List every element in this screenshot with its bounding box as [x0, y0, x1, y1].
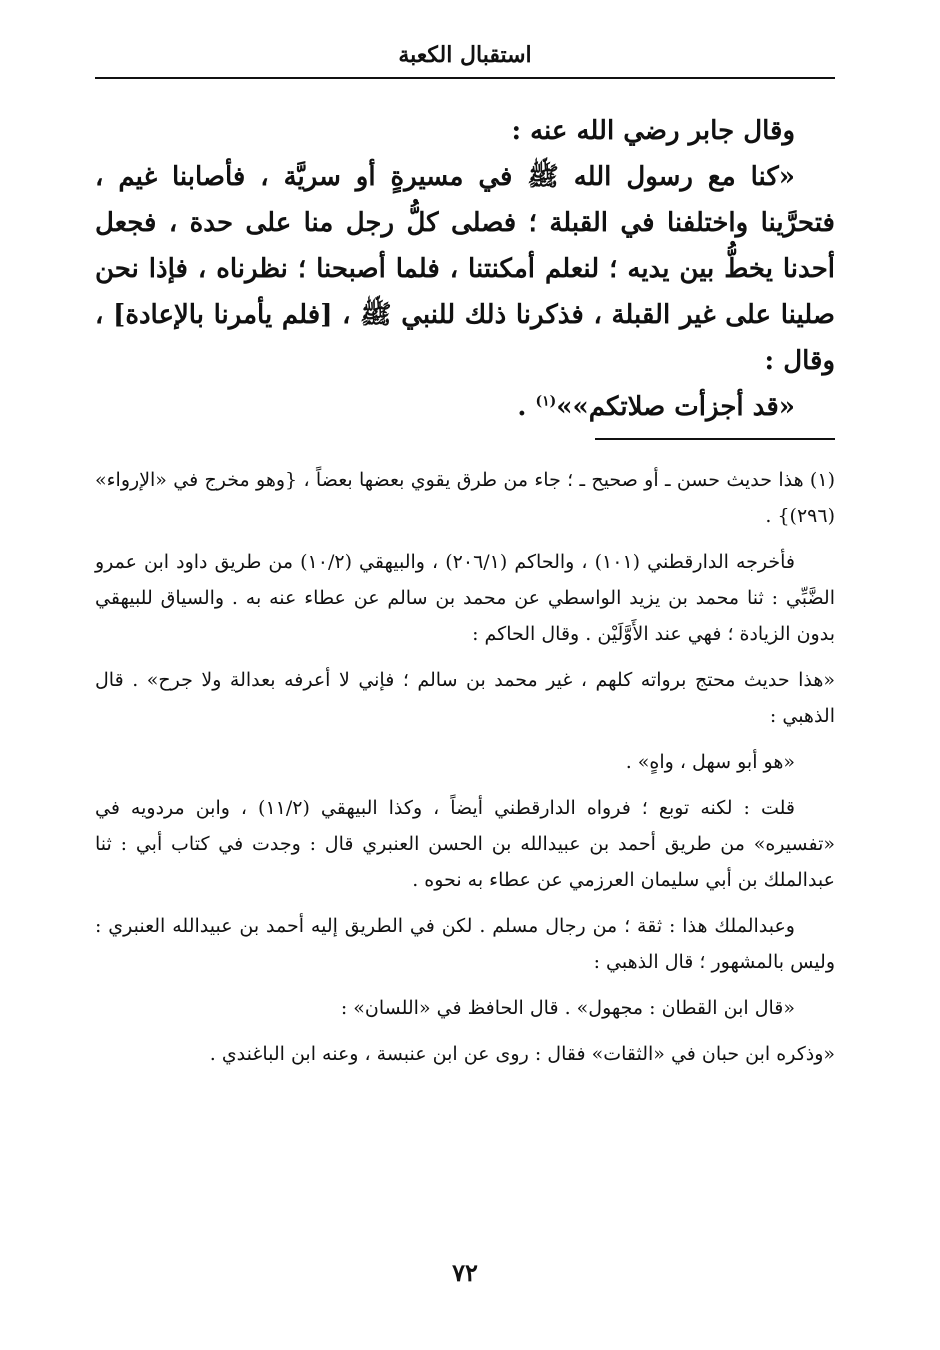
main-closing	[95, 384, 835, 430]
footnote-1: (١) هذا حديث حسن ـ أو صحيح ـ ؛ جاء من طرق يقوي بعضها بعضاً ، {وهو مخرج في «الإرواء» (٢٩٦)} .	[95, 469, 835, 527]
running-header: استقبال الكعبة	[398, 42, 532, 68]
footnote-7: «قال ابن القطان : مجهول» . قال الحافظ في «اللسان» :	[340, 997, 795, 1019]
header-rule	[95, 77, 835, 79]
footnotes	[95, 462, 835, 1082]
main-hadith: «كنا مع رسول الله ﷺ في مسيرةٍ أو سريَّة ، فأصابنا غيم ، فتحرَّينا واختلفنا في القبلة ؛ فصلى كلُّ رجل منا على حدة ، فجعل أحدنا يخطُّ بين يديه ؛ لنعلم أمكنتنا ، فلما أصبحنا ؛ نظرناه ، فإذا نحن صلينا على غير القبلة ، فذكرنا ذلك للنبي ﷺ ، [فلم يأمرنا بالإعادة] ، وقال :	[95, 162, 835, 376]
footnote-3: «هذا حديث محتج برواته كلهم ، غير محمد بن سالم ؛ فإني لا أعرفه بعدالة ولا جرح» . قال الذهبي :	[95, 669, 835, 727]
page-number: ٧٢	[452, 1258, 478, 1287]
footnote-ref: (١)	[535, 393, 557, 410]
footnote-8: «وذكره ابن حبان في «الثقات» فقال : روى عن ابن عنبسة ، وعنه ابن الباغندي .	[209, 1043, 835, 1065]
footnote-4: «هو أبو سهل ، واهٍ» .	[625, 751, 795, 773]
main-text	[95, 108, 835, 430]
closing-end: .	[517, 392, 536, 422]
main-intro: وقال جابر رضي الله عنه :	[511, 116, 795, 146]
footnote-2: فأخرجه الدارقطني (١٠١) ، والحاكم (٢٠٦/١) ، والبيهقي (١٠/٢) من طريق داود ابن عمرو الضَّبِّي : ثنا محمد بن يزيد الواسطي عن محمد بن سالم عن عطاء عنه به . والسياق للبيهقي بدون الزيادة ؛ فهي عند الأَوَّلَيْن . وقال الحاكم :	[95, 551, 835, 645]
footnote-5: قلت : لكنه توبع ؛ فرواه الدارقطني أيضاً ، وكذا البيهقي (١١/٢) ، وابن مردويه في «تفسيره» من طريق أحمد بن عبيدالله بن الحسن العنبري قال : وجدت في كتاب أبي : ثنا عبدالملك بن أبي سليمان العرزمي عن عطاء به نحوه .	[95, 797, 835, 891]
closing-text: «قد أجزأت صلاتكم»»	[556, 392, 795, 422]
footnote-6: وعبدالملك هذا : ثقة ؛ من رجال مسلم . لكن في الطريق إليه أحمد بن عبيدالله العنبري : وليس بالمشهور ؛ قال الذهبي :	[95, 915, 835, 973]
footnote-rule	[595, 438, 835, 440]
